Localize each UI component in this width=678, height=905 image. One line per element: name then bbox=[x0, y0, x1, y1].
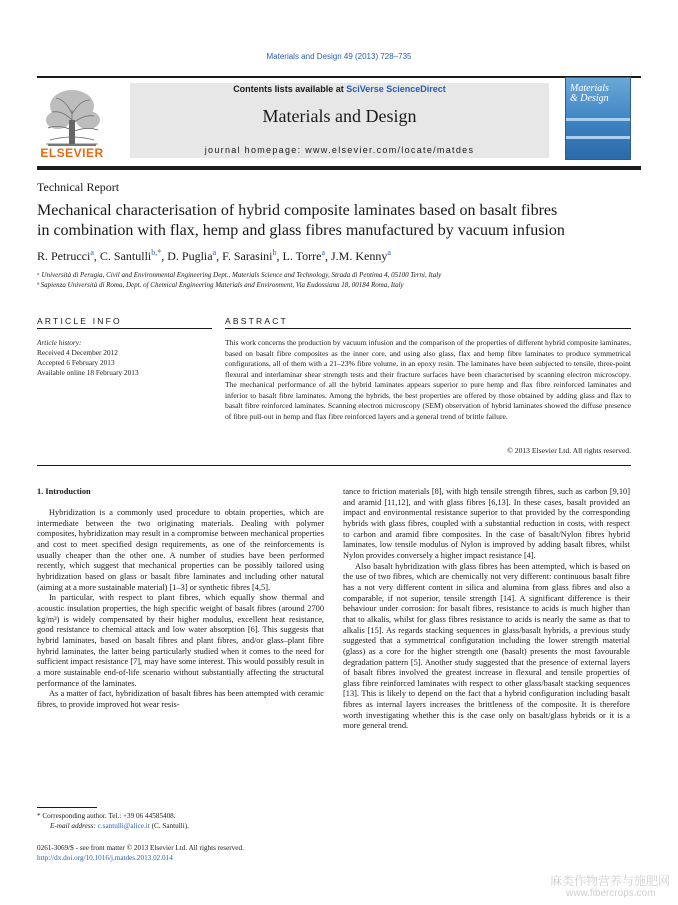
accepted-date: Accepted 6 February 2013 bbox=[37, 358, 115, 367]
email-label: E-mail address: bbox=[50, 822, 98, 830]
abstract-rule bbox=[225, 328, 631, 329]
author-affiliation-mark[interactable]: a bbox=[387, 248, 391, 257]
sciverse-link[interactable]: SciVerse ScienceDirect bbox=[346, 84, 446, 94]
abstract-text: This work concerns the production by vacuum infusion and the comparison of the properties of different hybrid composite laminates, based on basalt fibre composites as the inner core, and using also glass, flax and hemp fibre laminates to produce symmetrical configurations, all of them with a 21–23% fibre volume, in an epoxy resin. The laminates have been subjected to tensile, three-point flexural and interlaminar shear strength tests and their fracture surfaces have been characterised by scanning electron microscopy. The mechanical performance of all the hybrid laminates appears superior to pure hemp and flax fibre reinforced laminates and inferior to basalt fibre laminates. Among the hybrids, the best properties are offered by those obtained by adding glass and flax to basalt fibre reinforced laminates. Scanning electron microscopy (SEM) observation of hybrid laminates showed the diffuse presence of fibre pull-out in hemp and flax fibre reinforced layers and a general trend of brittle failure. bbox=[225, 338, 631, 421]
header-top-rule bbox=[37, 76, 641, 78]
paragraph: As a matter of fact, hybridization of basalt fibres has been attempted with ceramic fibres, to provide improved hot wear resis- bbox=[37, 689, 324, 709]
abstract-copyright: © 2013 Elsevier Ltd. All rights reserved. bbox=[507, 446, 631, 455]
author-name: C. Santulli bbox=[99, 249, 152, 263]
author-name: L. Torre bbox=[282, 249, 322, 263]
article-info-rule bbox=[37, 328, 212, 329]
cover-title-line2: & Design bbox=[570, 93, 609, 104]
author-name: J.M. Kenny bbox=[331, 249, 388, 263]
author-separator: , bbox=[325, 249, 332, 263]
article-title bbox=[37, 201, 642, 241]
elsevier-logo-text: ELSEVIER bbox=[40, 146, 104, 160]
contents-available-text: Contents lists available at bbox=[233, 84, 347, 94]
cover-title bbox=[570, 84, 609, 104]
author-affiliation-mark[interactable]: a bbox=[321, 248, 326, 257]
author-name: D. Puglia bbox=[167, 249, 213, 263]
journal-cover-image bbox=[565, 77, 631, 160]
author-separator: , bbox=[276, 249, 283, 263]
email-suffix: (C. Santulli). bbox=[149, 822, 189, 830]
abstract-bottom-rule bbox=[37, 465, 631, 466]
author-name: R. Petrucci bbox=[37, 249, 91, 263]
email-link[interactable]: c.santulli@alice.it bbox=[97, 822, 150, 830]
author-name: F. Sarasini bbox=[222, 249, 273, 263]
right-column bbox=[343, 487, 630, 732]
title-line1: Mechanical characterisation of hybrid composite laminates based on basalt fibres bbox=[37, 202, 558, 219]
journal-reference[interactable]: Materials and Design 49 (2013) 728–735 bbox=[266, 52, 412, 61]
article-info-heading: ARTICLE INFO bbox=[37, 316, 122, 326]
contents-available-line bbox=[130, 84, 549, 94]
author-affiliation-mark[interactable]: b bbox=[272, 248, 277, 257]
author-separator: , bbox=[216, 249, 223, 263]
article-type: Technical Report bbox=[37, 180, 120, 194]
affiliation-a: ᵃ Università di Perugia, Civil and Environmental Engineering Dept., Materials Science and Technology, Strada di Pentima 4, 05100 Terni, Italy bbox=[37, 271, 442, 279]
cover-title-line1: Materials bbox=[570, 83, 609, 94]
author-list bbox=[37, 248, 391, 264]
online-date: Available online 18 February 2013 bbox=[37, 368, 139, 377]
title-line2: in combination with flax, hemp and glass fibres manufactured by vacuum infusion bbox=[37, 222, 565, 239]
footnote-rule bbox=[37, 807, 97, 808]
doi-text[interactable]: http://dx.doi.org/10.1016/j.matdes.2013.02.014 bbox=[37, 854, 173, 862]
paragraph: Hybridization is a commonly used procedure to obtain properties, which are intermediate between the two originating materials. Dealing with polymer composites, hybridization may result in a compromise between mechanical properties and cost to meet specified design requirements, as one of the reinforcements is usually cheaper than the other one. A number of studies have been performed recently, which suggest that mechanical properties can be possibly tailored using hybridization based on glass or basalt fibre laminates and including other natural (aiming at a more sustainable material) [1–3] or synthetic fibres [4,5]. bbox=[37, 508, 324, 592]
section-heading-introduction: 1. Introduction bbox=[37, 487, 91, 496]
abstract-heading: ABSTRACT bbox=[225, 316, 288, 326]
article-history-label: Article history: bbox=[37, 338, 82, 347]
paragraph: In particular, with respect to plant fibres, which equally show thermal and acoustic insulation properties, the high specific weight of basalt fibres (around 2700 kg/m³) is widely compensated by their higher modulus, excellent heat resistance, good resistance to chemical attack and low water absorption [6]. This suggests that hybrid laminates, based on basalt fibres and plant fibres, and/or glass–plant fibre hybrid laminates, the latter being particularly studied when it comes to the need for sufficient impact resistance [7], may have some interest. This would possibly result in a more sustainable end-of-life scenario without substantially affecting the structural performance of the laminates. bbox=[37, 593, 324, 688]
journal-homepage[interactable]: journal homepage: www.elsevier.com/locate/matdes bbox=[204, 145, 475, 155]
author-affiliation-mark[interactable]: a bbox=[90, 248, 94, 257]
header-bottom-rule bbox=[37, 166, 641, 170]
corresponding-author-note: * Corresponding author. Tel.: +39 06 44585408. bbox=[37, 812, 176, 820]
doi-link[interactable] bbox=[37, 854, 173, 864]
issn-line: 0261-3069/$ - see front matter © 2013 Elsevier Ltd. All rights reserved. bbox=[37, 844, 244, 852]
watermark-url: www.fibercrops.com bbox=[566, 888, 656, 899]
paragraph: Also basalt hybridization with glass fibres has been attempted, which is based on the use of two fibres, which are chemically not very different: continuous basalt fibre has a not very different content in silica and alumina from glass fibres and also a comparable, if not superior, tensile strength [14]. A significant difference is their behaviour under corrosion: for basalt fibres, resistance to acids is much higher than that to alkalis, whilst for glass fibres resistance to acids is nearly the same as that to alkalis [15]. As regards stacking sequences in glass/basalt hybrids, a previous study suggested that a symmetrical configuration including the lower strength material (glass) as a core for the higher strength one (basalt) presents the most favourable degradation pattern [5]. Another study suggested that the presence of external layers of basalt fibres involved the greatest increase in flexural and tensile properties of glass fibre reinforced laminates with respect to other glass/basalt stacking sequences [13]. This is likely to depend on the fact that a hybrid configuration including basalt fibres as internal layers increases the brittleness of the composite. It is therefore worth investigating whether this is the case only on basalt/glass hybrids or it is a more general trend. bbox=[343, 561, 630, 731]
affiliation-b: ᵇ Sapienza Università di Roma, Dept. of Chemical Engineering Materials and Environment, Via Eudossiana 18, 00184 Roma, Italy bbox=[37, 281, 404, 289]
journal-header-box bbox=[130, 83, 549, 158]
paragraph: tance to friction materials [8], with high tensile strength fibres, such as carbon [9,10] and aramid [11,12], and with glass fibres [6,13]. In these cases, basalt provided an impact and environmental resistance superior to that provided by the corresponding hybrids with glass fibres, coupled with a substantial reduction in costs, with respect to carbon and aramid fibre composites. In the case of basalt/Nylon fibres hybrid laminates, low tensile modulus of Nylon is improved by adding basalt fibres, whilst Nylon provides conversely a higher impact resistance [4]. bbox=[343, 487, 630, 560]
cover-band bbox=[566, 118, 630, 121]
received-date: Received 4 December 2012 bbox=[37, 348, 118, 357]
author-separator: , bbox=[93, 249, 100, 263]
journal-title: Materials and Design bbox=[262, 106, 417, 126]
left-column bbox=[37, 508, 324, 710]
author-affiliation-mark[interactable]: a bbox=[212, 248, 217, 257]
author-separator: , bbox=[161, 249, 168, 263]
cover-band bbox=[566, 136, 630, 139]
author-affiliation-mark[interactable]: b,* bbox=[151, 248, 162, 257]
email-note bbox=[50, 822, 189, 832]
watermark-chinese: 麻类作物营养与施肥网 bbox=[550, 874, 671, 888]
